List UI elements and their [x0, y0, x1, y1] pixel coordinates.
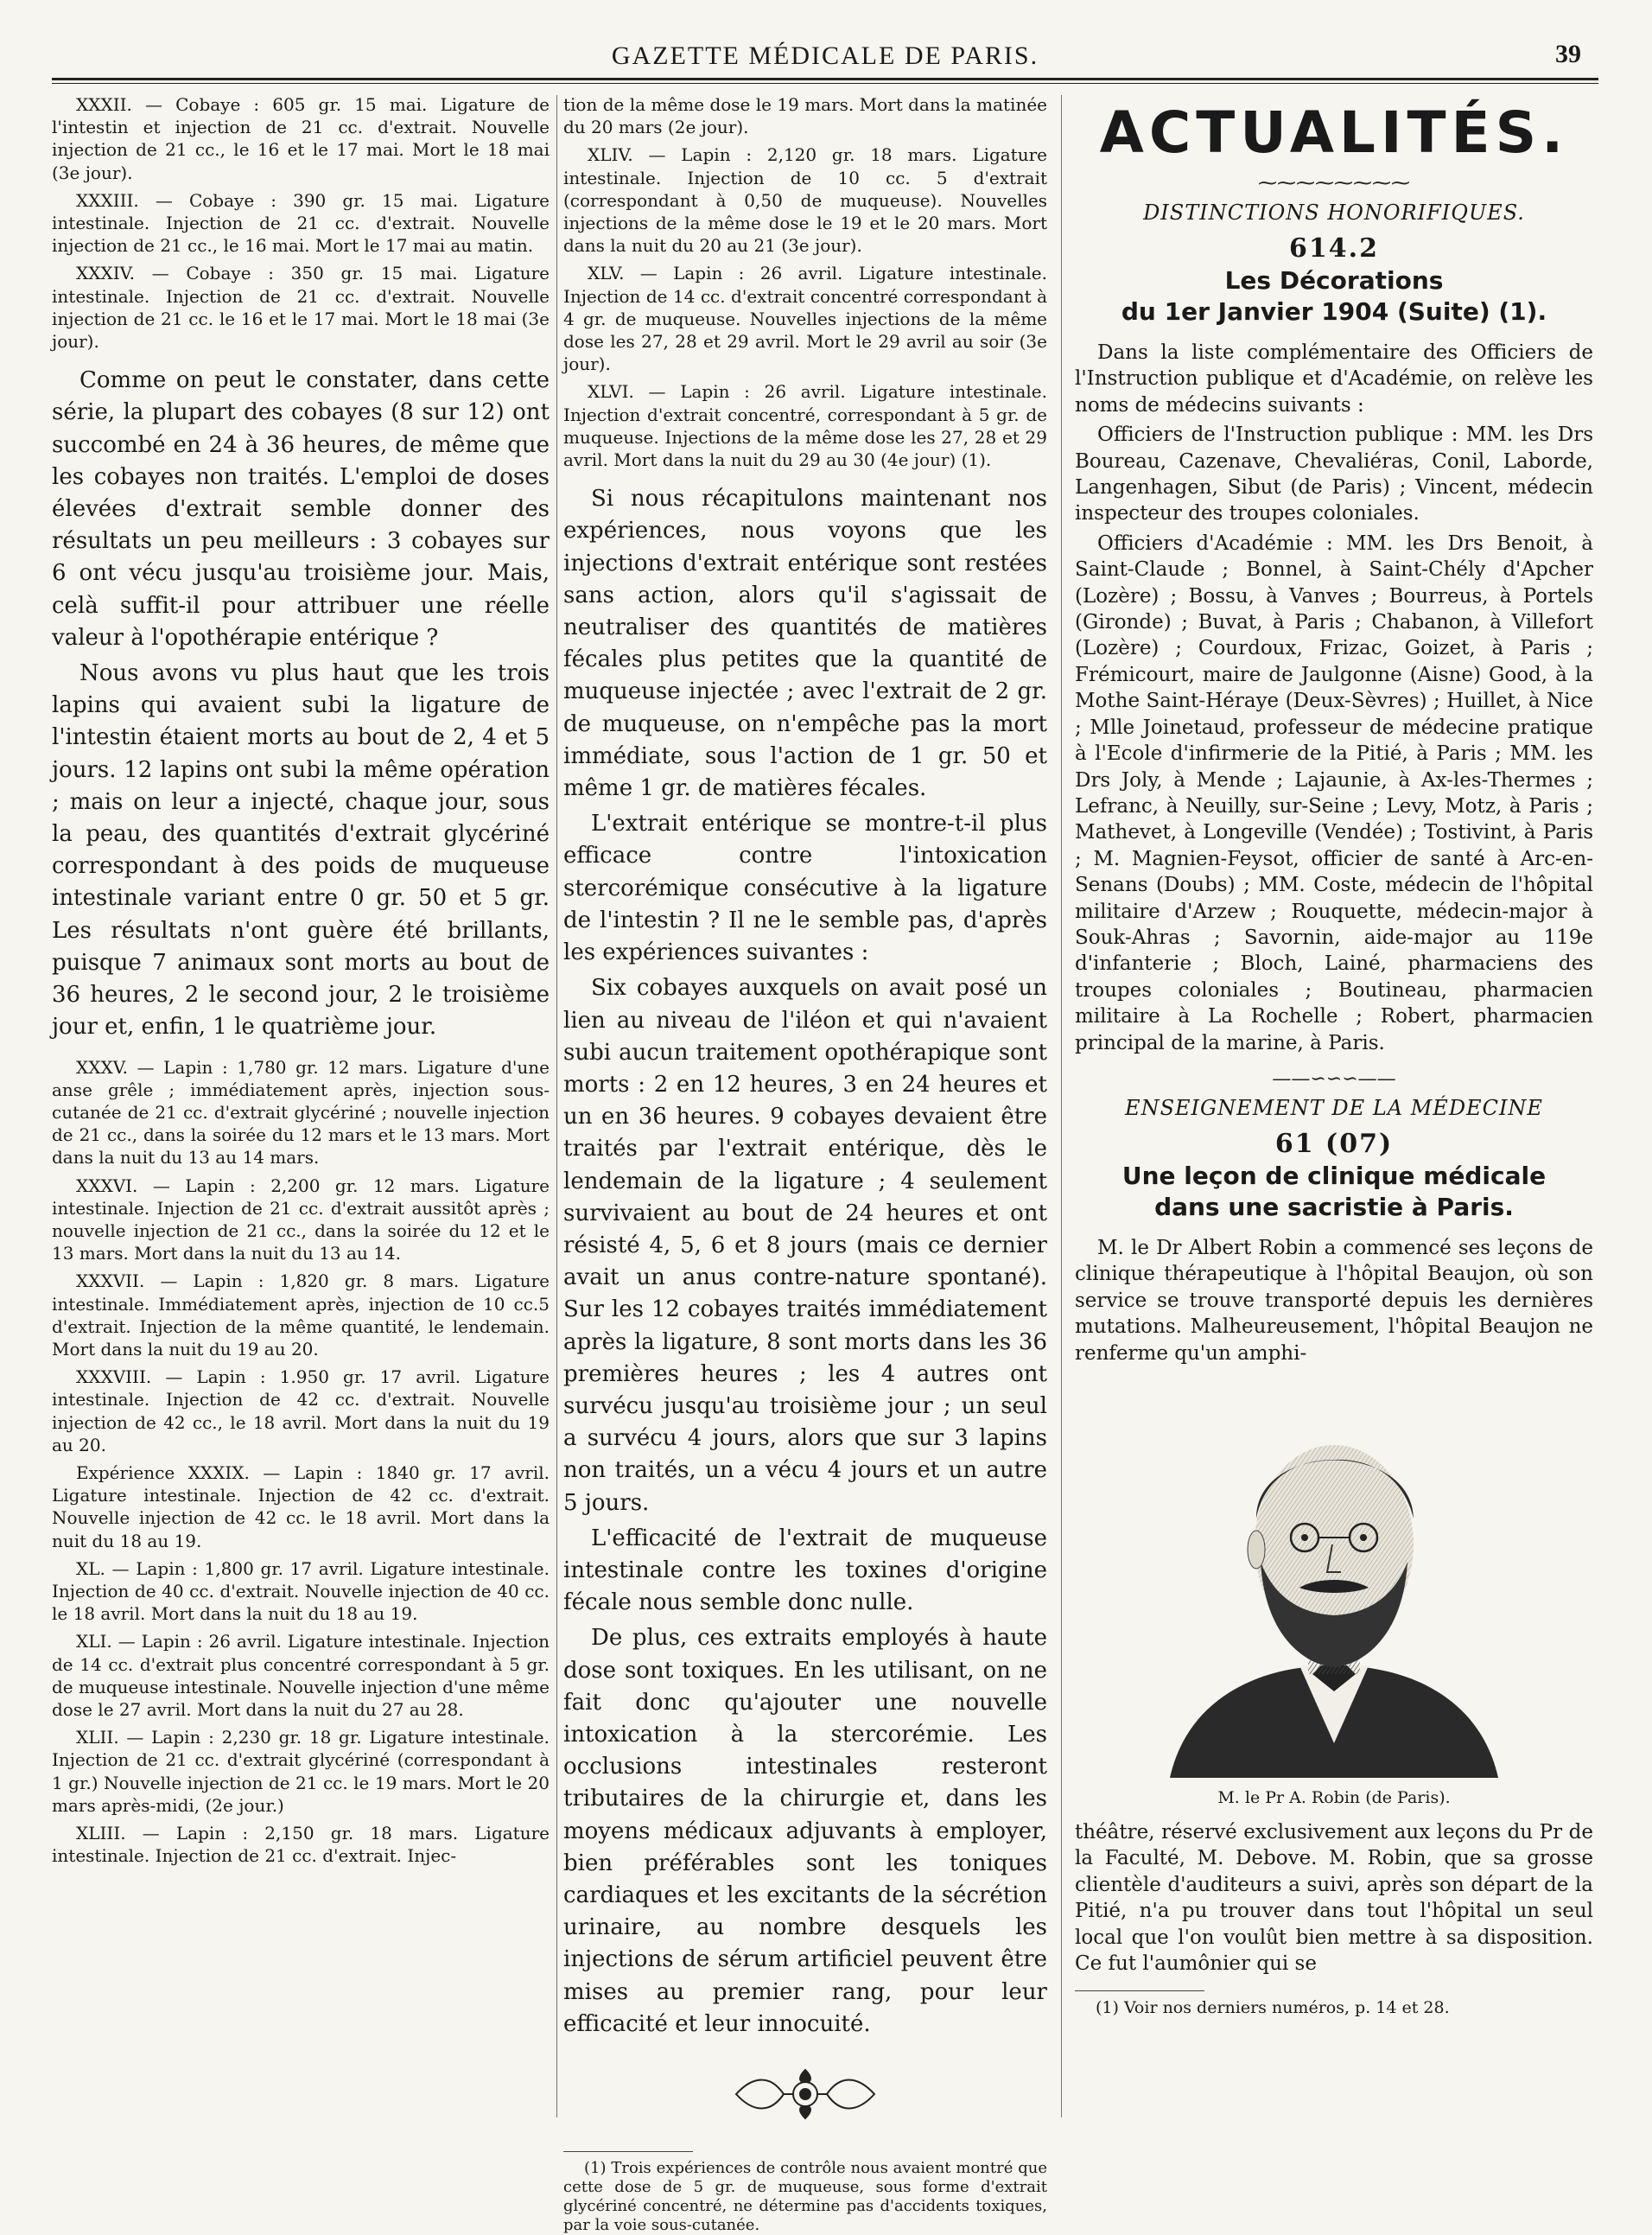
column-1 [52, 93, 550, 1879]
article-number: 614.2 [1289, 233, 1379, 264]
column-3 [1075, 93, 1593, 2017]
portrait-caption: M. le Pr A. Robin (de Paris). [1217, 1788, 1451, 1807]
article-number: 61 (07) [1274, 1128, 1394, 1159]
paragraph: Dans la liste complémentaire des Officiers de l'Instruction publique et d'Académie, on relève les noms de médecins suivants : [1075, 341, 1593, 417]
paragraph: De plus, ces extraits employés à haute dose sont toxiques. En les utilisant, on ne fait donc qu'ajouter une nouvelle intoxication à la stercorémie. Les occlusions intestinales resteront tributaires de la chirurgie et, dans les moyens médicaux adjuvants à employer, bien préférables sont les toniques cardiaques et les excitants de la sécrétion urinaire, au nombre desquels les injections de sérum artificiel peuvent être mises au premier rang, pour leur efficacité et leur innocuité. [563, 1625, 1047, 2037]
article-title [1075, 265, 1593, 328]
column-divider-2 [1061, 95, 1062, 2117]
section-banner: ACTUALITÉS. [1099, 99, 1569, 166]
conclusion [563, 483, 1047, 2041]
header-rule [52, 78, 1598, 84]
divider-flourish-icon: ⁓⁓⁓⁓⁓⁓⁓⁓ [1258, 173, 1410, 194]
experiment-entry: XXXIV. — Cobaye : 350 gr. 15 mai. Ligature intestinale. Injection de 21 cc. d'extrait. Nouvelle injection de 21 cc. le 16 et le 17 mai. Mort le 18 mai (3e jour). [52, 263, 550, 353]
experiment-list-1 [52, 93, 550, 353]
footnote-rule [563, 2151, 693, 2152]
experiment-entry: XL. — Lapin : 1,800 gr. 17 avril. Ligature intestinale. Injection de 40 cc. d'extrait. Nouvelle injection de 40 cc. le 18 avril. Mort dans la nuit du 18 au 19. [52, 1557, 550, 1625]
article-title-line: du 1er Janvier 1904 (Suite) (1). [1121, 297, 1547, 326]
section-title: DISTINCTIONS HONORIFIQUES. [1143, 201, 1525, 225]
experiment-entry: XXXVII. — Lapin : 1,820 gr. 8 mars. Ligature intestinale. Immédiatement après, injection de 10 cc.5 d'extrait. Injection de la même quantité, le lendemain. Mort dans la nuit du 19 au 20. [52, 1270, 550, 1359]
paragraph: théâtre, réservé exclusivement aux leçons du Pr de la Faculté, M. Debove. M. Robin, que sa grosse clientèle d'auditeurs a suivi, après son départ de la Pitié, n'a pu trouver dans tout l'hôpital un seul local que l'on voulût bien mettre à sa disposition. Ce fut l'aumônier qui se [1075, 1821, 1593, 1976]
footnote: (1) Voir nos derniers numéros, p. 14 et 28. [1096, 1998, 1450, 2018]
journal-title: GAZETTE MÉDICALE DE PARIS. [611, 41, 1039, 70]
experiment-entry: XXXVI. — Lapin : 2,200 gr. 12 mars. Ligature intestinale. Injection de 21 cc. d'extrait aussitôt après ; nouvelle injection de 21 cc., dans la soirée du 12 et le 13 mars. Mort dans la nuit du 13 au 14. [52, 1175, 550, 1264]
experiment-entry: XLII. — Lapin : 2,230 gr. 18 gr. Ligature intestinale. Injection de 21 cc. d'extrait glycériné (correspondant à 1 gr.) Nouvelle injection de 21 cc. le 19 mars. Mort le 20 mars après-midi, (2e jour.) [52, 1727, 550, 1816]
experiment-list-3 [563, 93, 1047, 471]
experiment-entry: XLIV. — Lapin : 2,120 gr. 18 mars. Ligature intestinale. Injection de 10 cc. 5 d'extrait (correspondant à 0,50 de muqueuse). Nouvelles injections de la même dose le 19 et le 20 mars. Mort dans la nuit du 20 au 21 (3e jour). [563, 144, 1047, 257]
experiment-entry: Expérience XXXIX. — Lapin : 1840 gr. 17 avril. Ligature intestinale. Injection de 42 cc. d'extrait. Nouvelle injection de 42 cc. le 18 avril. Mort dans la nuit du 18 au 19. [52, 1461, 550, 1551]
article-title [1075, 1161, 1593, 1223]
page-header [52, 35, 1598, 86]
end-ornament [563, 2066, 1047, 2125]
paragraph: L'efficacité de l'extrait de muqueuse intestinale contre les toxines d'origine fécale nous semble donc nulle. [563, 1525, 1047, 1616]
portrait [1075, 1380, 1593, 1781]
page-number: 39 [1555, 40, 1581, 68]
paragraph: Officiers de l'Instruction publique : MM. les Drs Boureau, Cazenave, Chevaliéras, Conil, Laborde, Langenhagen, Sibut (de Paris) ; Vincent, médecin inspecteur des troupes coloniales. [1075, 423, 1593, 525]
paragraph: L'extrait entérique se montre-t-il plus efficace contre l'intoxication stercorémique consécutive à la ligature de l'intestin ? Il ne le semble pas, d'après les expériences suivantes : [563, 811, 1047, 966]
paragraph: Nous avons vu plus haut que les trois lapins qui avaient subi la ligature de l'intestin étaient morts au bout de 2, 4 et 5 jours. 12 lapins ont subi la même opération ; mais on leur a injecté, chaque jour, sous la peau, des quantités d'extrait glycériné correspondant à des poids de muqueuse intestinale variant entre 0 gr. 50 et 5 gr. Les résultats n'ont guère été brillants, puisque 7 animaux sont morts au bout de 36 heures, 2 le second jour, 2 le troisième jour et, enfin, 1 le quatrième jour. [52, 660, 550, 1041]
paragraph: Officiers d'Académie : MM. les Drs Benoit, à Saint-Claude ; Bonnel, à Saint-Chély d'Apcher (Lozère) ; Bossu, à Vanves ; Bourreus, à Portels (Gironde) ; Buvat, à Paris ; Chabanon, à Villefort (Lozère) ; Courdoux, Frizac, Goizet, à Paris ; Frémicourt, maire de Jaulgonne (Aisne) Good, à la Mothe Saint-Héraye (Deux-Sèvres) ; Huillet, à Nice ; Mlle Joinetaud, professeur de médecine pratique à l'Ecole d'infirmerie de la Pitié, à Paris ; MM. les Drs Joly, à Mende ; Lajaunie, à Ax-les-Thermes ; Lefranc, à Neuilly, sur-Seine ; Levy, Motz, à Paris ; Mathevet, à Longeville (Vendée) ; Tostivint, à Paris ; M. Magnien-Feysot, officier de santé à Arc-en-Senans (Doubs) ; MM. Coste, médecin de l'hôpital militaire d'Arzew ; Rouquette, médecin-major à Souk-Ahras ; Savornin, aide-major au 119e d'infanterie ; Bloch, Lainé, pharmaciens des troupes coloniales ; Boutineau, pharmacien militaire à La Rochelle ; Robert, pharmacien principal de la marine, à Paris. [1075, 532, 1593, 1054]
experiment-entry: XLV. — Lapin : 26 avril. Ligature intestinale. Injection de 14 cc. d'extrait concentré correspondant à 4 gr. de muqueuse. Nouvelles injections de la même dose les 27, 28 et 29 avril. Mort le 29 avril au soir (3e jour). [563, 263, 1047, 375]
commentary [52, 365, 550, 1043]
experiment-entry: XLIII. — Lapin : 2,150 gr. 18 mars. Ligature intestinale. Injection de 21 cc. d'extrait. Injec- [52, 1823, 550, 1867]
ornament-flourish-icon [719, 2066, 892, 2122]
experiment-entry: tion de la même dose le 19 mars. Mort dans la matinée du 20 mars (2e jour). [563, 94, 1047, 138]
paragraph: Si nous récapitulons maintenant nos expériences, nous voyons que les injections d'extrait entérique sont restées sans action, alors qu'il s'agissait de neutraliser des quantités de matières fécales plus petites que la quantité de muqueuse injectée ; avec l'extrait de 2 gr. de muqueuse, on n'empêche pas la mort immédiate, sous l'action de 1 gr. 50 et même 1 gr. de matières fécales. [563, 486, 1047, 802]
experiment-list-2 [52, 1056, 550, 1868]
article-title-line: Les Décorations [1224, 266, 1444, 295]
paragraph: Comme on peut le constater, dans cette série, la plupart des cobayes (8 sur 12) ont succombé en 24 à 36 heures, de même que les cobayes non traités. L'emploi de doses élevées d'extrait semble donner des résultats un peu meilleurs : 3 cobayes sur 6 ont vécu jusqu'au troisième jour. Mais, celà suffit-il pour attribuer une réelle valeur à l'opothérapie entérique ? [52, 367, 550, 651]
column-divider-1 [556, 95, 557, 2117]
article-title-line: Une leçon de clinique médicale [1121, 1161, 1547, 1190]
paragraph: M. le Dr Albert Robin a commencé ses leçons de clinique thérapeutique à l'hôpital Beaujon, où son service se trouve transporté depuis les dernières mutations. Malheureusement, l'hôpital Beaujon ne renferme qu'un amphi- [1075, 1236, 1593, 1365]
column-2 [563, 93, 1047, 2235]
paragraph: Six cobayes auxquels on avait posé un lien au niveau de l'iléon et qui n'avaient subi aucun traitement opothérapique sont morts : 2 en 12 heures, 3 en 24 heures et un en 36 heures. 9 cobayes devaient être traités par l'extrait entérique, dès le lendemain de la ligature ; 4 seulement survivaient au bout de 24 heures et ont résisté 4, 5, 6 et 8 jours (mais ce dernier avait un anus contre-nature spontané). Sur les 12 cobayes traités immédiatement après la ligature, 8 sont morts dans les 36 premières heures ; les 4 autres ont survécu jusqu'au troisième jour ; un seul a survécu 4 jours, alors que sur 3 lapins non traités, un a vécu 4 jours et un autre 5 jours. [563, 975, 1047, 1516]
experiment-entry: XLVI. — Lapin : 26 avril. Ligature intestinale. Injection d'extrait concentré, correspondant à 5 gr. de muqueuse. Injections de la même dose les 27, 28 et 29 avril. Mort dans la nuit du 29 au 30 (4e jour) (1). [563, 381, 1047, 471]
section-title: ENSEIGNEMENT DE LA MÉDECINE [1125, 1095, 1543, 1120]
experiment-entry: XXXV. — Lapin : 1,780 gr. 12 mars. Ligature d'une anse grêle ; immédiatement après, injection sous-cutanée de 21 cc. d'extrait glycériné ; nouvelle injection de 21 cc., dans la soirée du 12 mars et le 13 mars. Mort dans la nuit du 13 au 14 mars. [52, 1056, 550, 1168]
article-title-line: dans une sacristie à Paris. [1154, 1192, 1514, 1221]
experiment-entry: XLI. — Lapin : 26 avril. Ligature intestinale. Injection de 14 cc. d'extrait plus concentré correspondant à 5 gr. de muqueuse intestinale. Nouvelle injection d'une même dose le 27 avril. Mort dans la nuit du 27 au 28. [52, 1631, 550, 1720]
footnote: (1) Trois expériences de contrôle nous avaient montré que cette dose de 5 gr. de muqueuse, sous forme d'extrait glycériné concentré, ne détermine pas d'accidents toxiques, par la voie sous-cutanée. [563, 2159, 1047, 2234]
footnote-rule [1075, 1990, 1204, 1991]
experiment-entry: XXXII. — Cobaye : 605 gr. 15 mai. Ligature de l'intestin et injection de 21 cc. d'extrait. Nouvelle injection de 21 cc., le 16 et le 17 mai. Mort le 18 mai (3e jour). [52, 94, 550, 183]
experiment-entry: XXXIII. — Cobaye : 390 gr. 15 mai. Ligature intestinale. Injection de 21 cc. d'extrait. Nouvelle injection de 21 cc., le 16 mai. Mort le 17 mai au matin. [52, 189, 550, 257]
divider-flourish-icon: ——∽∽∽—— [1272, 1067, 1396, 1090]
experiment-entry: XXXVIII. — Lapin : 1.950 gr. 17 avril. Ligature intestinale. Injection de 42 cc. d'extrait. Nouvelle injection de 42 cc., le 18 avril. Mort dans la nuit du 19 au 20. [52, 1366, 550, 1455]
portrait-engraving-icon [1135, 1380, 1533, 1778]
